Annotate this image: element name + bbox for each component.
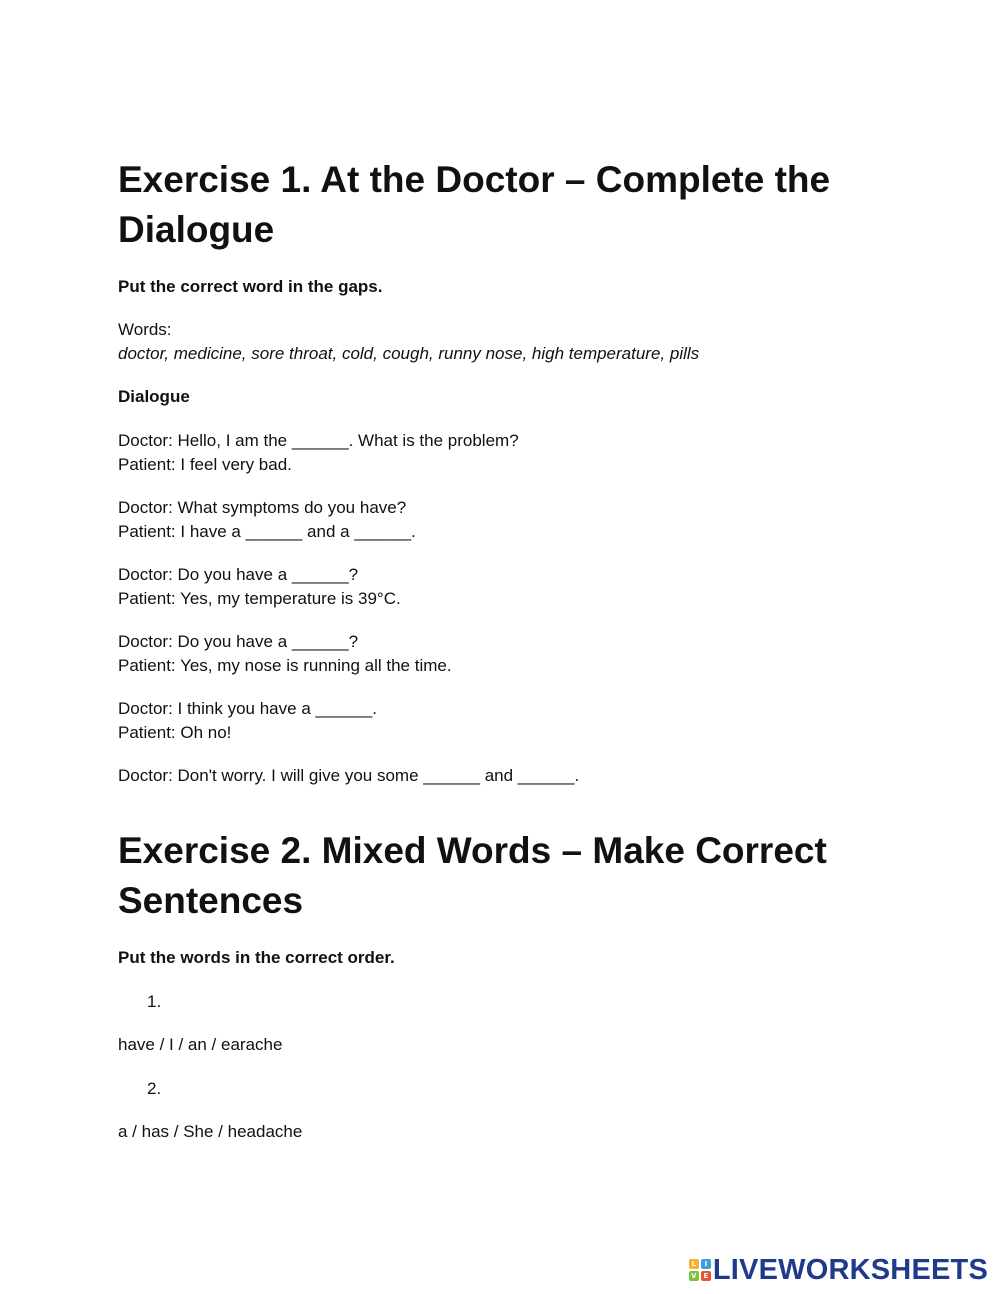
words-list: doctor, medicine, sore throat, cold, cough, runny nose, high temperature, pills bbox=[118, 344, 700, 363]
item-number: 2. bbox=[147, 1079, 162, 1098]
dialogue-line: Doctor: I think you have a ______. bbox=[118, 699, 377, 718]
logo-text: LIVEWORKSHEETS bbox=[712, 1253, 988, 1286]
dialogue-line: Patient: Oh no! bbox=[118, 723, 232, 742]
logo-block: V bbox=[689, 1271, 699, 1281]
dialogue-line: Doctor: Do you have a ______? bbox=[118, 565, 359, 584]
liveworksheets-logo bbox=[689, 1253, 988, 1287]
mixed-words: a / has / She / headache bbox=[118, 1122, 303, 1141]
logo-block: I bbox=[701, 1259, 711, 1269]
item-number: 1. bbox=[147, 992, 162, 1011]
logo-block: L bbox=[689, 1259, 699, 1269]
dialogue-line: Doctor: Do you have a ______? bbox=[118, 632, 359, 651]
dialogue-line: Doctor: Hello, I am the ______. What is the problem? bbox=[118, 431, 519, 450]
dialogue-line: Patient: Yes, my nose is running all the time. bbox=[118, 656, 452, 675]
dialogue-line: Doctor: Don't worry. I will give you some ______ and ______. bbox=[118, 766, 580, 785]
words-label: Words: bbox=[118, 320, 172, 339]
dialogue-line: Patient: I have a ______ and a ______. bbox=[118, 522, 416, 541]
dialogue-line: Patient: I feel very bad. bbox=[118, 455, 292, 474]
dialogue-line: Doctor: What symptoms do you have? bbox=[118, 498, 407, 517]
mixed-words: have / I / an / earache bbox=[118, 1035, 283, 1054]
logo-block: E bbox=[701, 1271, 711, 1281]
dialogue-line: Patient: Yes, my temperature is 39°C. bbox=[118, 589, 401, 608]
dialogue-heading: Dialogue bbox=[118, 387, 190, 406]
exercise-2-title: Exercise 2. Mixed Words – Make Correct Sentences bbox=[118, 830, 827, 921]
exercise-2-instruction: Put the words in the correct order. bbox=[118, 948, 395, 967]
exercise-1-title: Exercise 1. At the Doctor – Complete the Dialogue bbox=[118, 159, 831, 250]
exercise-1-instruction: Put the correct word in the gaps. bbox=[118, 277, 383, 296]
logo-blocks-icon bbox=[689, 1259, 711, 1281]
